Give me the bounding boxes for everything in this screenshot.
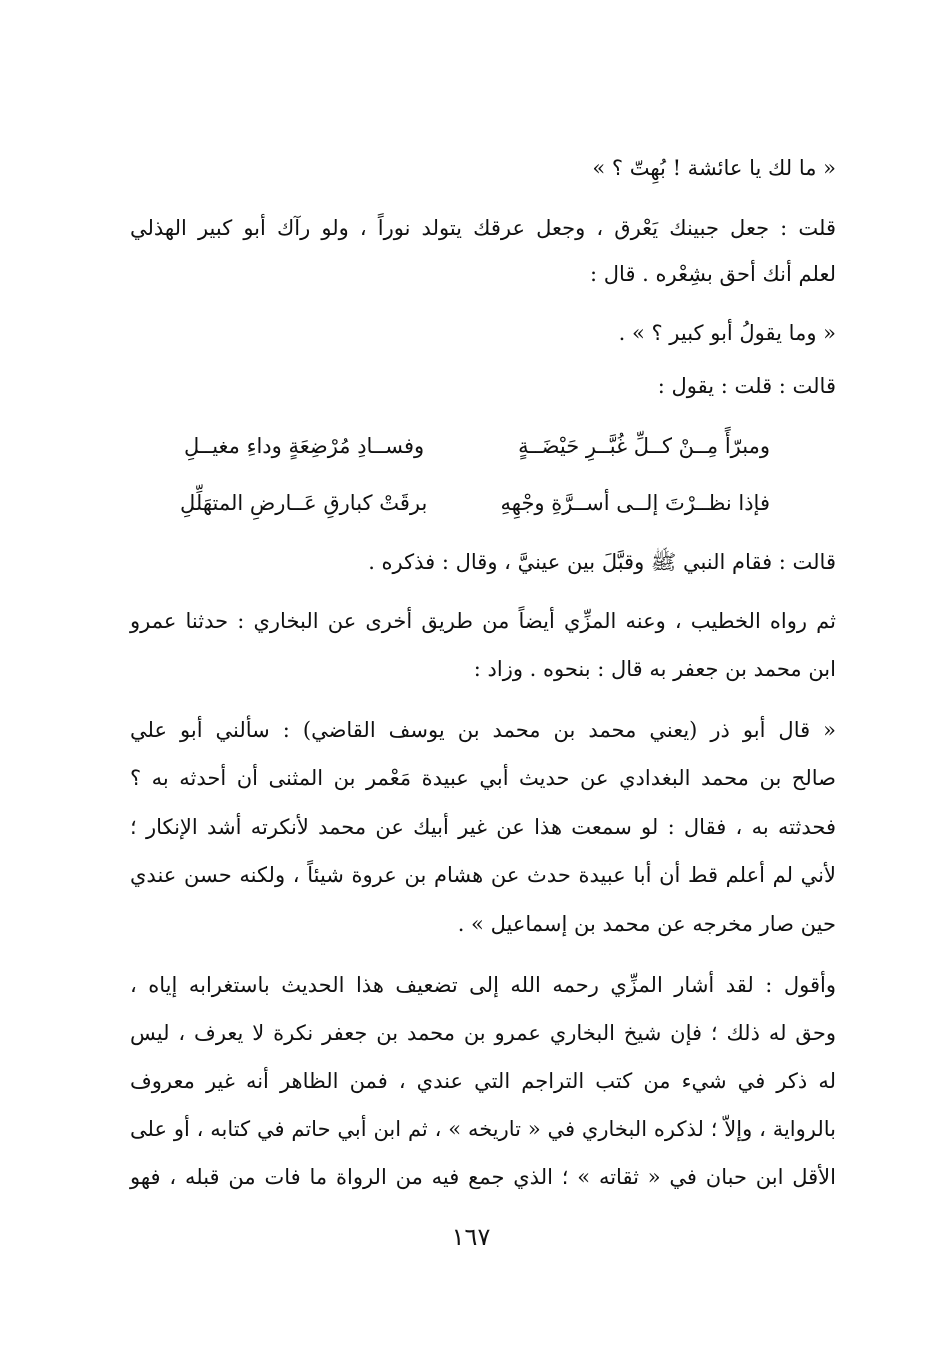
text-line-5: قالت : قلت : يقول : — [657, 374, 836, 398]
verse-2-second-hemistich: برقَتْ كبارقِ عَــارضِ المتهَلِّلِ — [180, 491, 428, 515]
text-line-15: وحق له ذلك ؛ فإن شيخ البخاري عمرو بن محمد بن جعفر نكرة لا يعرف ، ليس — [130, 1021, 836, 1045]
text-line-6: قالت : فقام النبي ﷺ وقبَّلَ بين عينيَّ ، وقال : فذكره . — [368, 550, 836, 574]
page-number: ١٦٧ — [451, 1223, 491, 1251]
text-line-9: « قال أبو ذر (يعني محمد بن محمد بن يوسف القاضي) : سألني أبو علي — [130, 718, 836, 742]
text-line-16: له ذكر في شيء من كتب التراجم التي عندي ، فمن الظاهر أنه غير معروف — [130, 1069, 836, 1093]
text-line-1: « ما لك يا عائشة ! بُهِتّ ؟ » — [592, 156, 836, 180]
text-line-12: لأني لم أعلم قط أن أبا عبيدة حدث عن هشام بن عروة شيئاً ، ولكنه حسن عندي — [130, 863, 836, 887]
text-line-4: « وما يقولُ أبو كبير ؟ » . — [618, 321, 836, 345]
text-line-3: لعلم أنك أحق بشِعْره . قال : — [590, 262, 836, 286]
text-line-18: الأقل ابن حبان في « ثقاته » ؛ الذي جمع فيه من الرواة ما فات من قبله ، فهو — [130, 1165, 836, 1189]
text-line-2: قلت : جعل جبينك يَعْرق ، وجعل عرقك يتولد نوراً ، ولو رآك أبو كبير الهذلي — [130, 216, 836, 240]
text-line-17: بالرواية ، وإلاّ ؛ لذكره البخاري في « تاريخه » ، ثم ابن أبي حاتم في كتابه ، أو على — [130, 1117, 836, 1141]
text-line-13: حين صار مخرجه عن محمد بن إسماعيل » . — [457, 912, 836, 936]
text-line-8: ابن محمد بن جعفر به قال : بنحوه . وزاد : — [473, 657, 836, 681]
verse-1-second-hemistich: وفســادِ مُرْضِعَةٍ وداءِ مغيــلِ — [184, 434, 425, 458]
text-line-7: ثم رواه الخطيب ، وعنه المزِّي أيضاً من طريق أخرى عن البخاري : حدثنا عمرو — [130, 609, 836, 633]
text-line-14: وأقول : لقد أشار المزِّي رحمه الله إلى تضعيف هذا الحديث باستغرابه إياه ، — [130, 973, 836, 997]
verse-2-first-hemistich: فإذا نظــرْتَ إلــى أســرَّةِ وجْهِهِ — [500, 491, 770, 515]
text-line-10: صالح بن محمد البغدادي عن حديث أبي عبيدة مَعْمر بن المثنى أن أحدثه به ؟ — [130, 766, 836, 790]
verse-1-first-hemistich: ومبرّأً مِــنْ كــلِّ غُبَّــرِ حَيْضَــةٍ — [518, 434, 770, 458]
text-line-11: فحدثته به ، فقال : لو سمعت هذا عن غير أبيك عن محمد لأنكرته أشد الإنكار ؛ — [130, 815, 836, 839]
